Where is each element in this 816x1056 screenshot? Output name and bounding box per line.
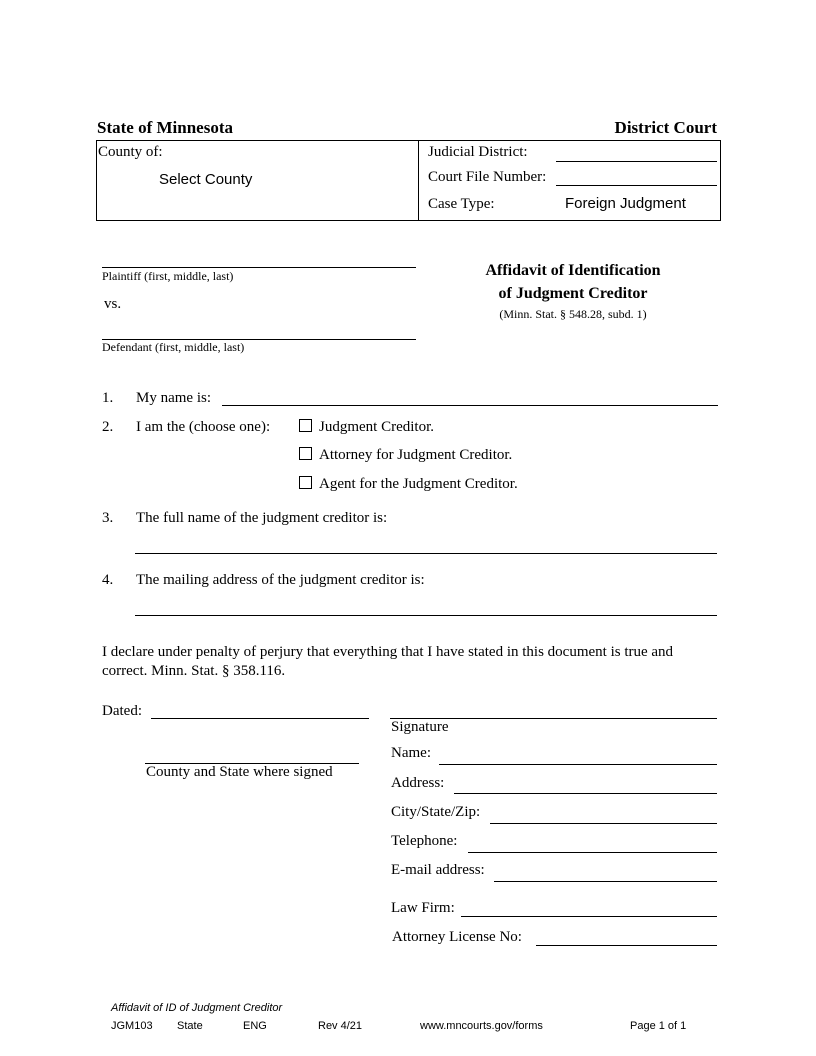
footer-revision: Rev 4/21 <box>318 1020 363 1032</box>
case-type-label: Case Type: <box>428 196 495 212</box>
footer-page-number: Page 1 of 1 <box>630 1020 687 1032</box>
law-firm-label: Law Firm: <box>391 900 455 916</box>
declaration-line1: I declare under penalty of perjury that everything that I have stated in this document is true and <box>102 644 674 660</box>
item3-number: 3. <box>102 510 114 526</box>
judgment-creditor-checkbox[interactable] <box>299 419 312 432</box>
court-file-number-field[interactable] <box>556 185 717 186</box>
option-agent: Agent for the Judgment Creditor. <box>319 476 518 492</box>
city-label: City/State/Zip: <box>391 804 481 820</box>
footer-language: ENG <box>243 1020 267 1032</box>
case-type-value: Foreign Judgment <box>565 195 686 212</box>
creditor-name-field[interactable] <box>135 553 717 554</box>
dated-label: Dated: <box>102 703 142 719</box>
attorney-checkbox[interactable] <box>299 447 312 460</box>
my-name-field[interactable] <box>222 405 718 406</box>
judicial-district-label: Judicial District: <box>428 144 528 160</box>
footer-website[interactable]: www.mncourts.gov/forms <box>420 1020 543 1032</box>
item1-number: 1. <box>102 390 114 406</box>
form-statute: (Minn. Stat. § 548.28, subd. 1) <box>499 307 647 321</box>
name-field[interactable] <box>439 764 717 765</box>
item4-number: 4. <box>102 572 114 588</box>
judicial-district-field[interactable] <box>556 161 717 162</box>
option-judgment-creditor: Judgment Creditor. <box>319 419 434 435</box>
item3-label: The full name of the judgment creditor is: <box>136 510 388 526</box>
name-label: Name: <box>391 745 431 761</box>
court-title: District Court <box>614 118 717 137</box>
telephone-field[interactable] <box>468 852 717 853</box>
attorney-license-field[interactable] <box>536 945 717 946</box>
footer-jurisdiction: State <box>177 1020 203 1032</box>
address-field[interactable] <box>454 793 717 794</box>
telephone-label: Telephone: <box>391 833 458 849</box>
declaration-line2: correct. Minn. Stat. § 358.116. <box>102 663 286 679</box>
city-field[interactable] <box>490 823 717 824</box>
court-file-number-label: Court File Number: <box>428 169 547 185</box>
county-select[interactable]: Select County <box>159 171 253 188</box>
county-label: County of: <box>98 144 163 160</box>
form-title-line1: Affidavit of Identification <box>485 262 661 279</box>
footer-form-title: Affidavit of ID of Judgment Creditor <box>111 1002 283 1014</box>
address-label: Address: <box>391 775 445 791</box>
vs-label: vs. <box>104 296 122 312</box>
law-firm-field[interactable] <box>461 916 717 917</box>
dated-field[interactable] <box>151 718 369 719</box>
attorney-license-label: Attorney License No: <box>392 929 522 945</box>
item2-label: I am the (choose one): <box>136 419 271 435</box>
footer-form-code: JGM103 <box>111 1020 153 1032</box>
item1-label: My name is: <box>136 390 211 406</box>
agent-checkbox[interactable] <box>299 476 312 489</box>
option-attorney: Attorney for Judgment Creditor. <box>319 447 513 463</box>
email-field[interactable] <box>494 881 717 882</box>
defendant-label: Defendant (first, middle, last) <box>102 340 245 354</box>
item2-number: 2. <box>102 419 114 435</box>
signature-label: Signature <box>391 719 449 735</box>
state-title: State of Minnesota <box>97 118 233 137</box>
email-label: E-mail address: <box>391 862 485 878</box>
plaintiff-field[interactable] <box>102 267 416 268</box>
caption-divider <box>418 140 419 220</box>
form-title-line2: of Judgment Creditor <box>498 285 648 302</box>
item4-label: The mailing address of the judgment creditor is: <box>136 572 425 588</box>
county-state-label: County and State where signed <box>146 764 333 780</box>
creditor-address-field[interactable] <box>135 615 717 616</box>
plaintiff-label: Plaintiff (first, middle, last) <box>102 269 234 283</box>
